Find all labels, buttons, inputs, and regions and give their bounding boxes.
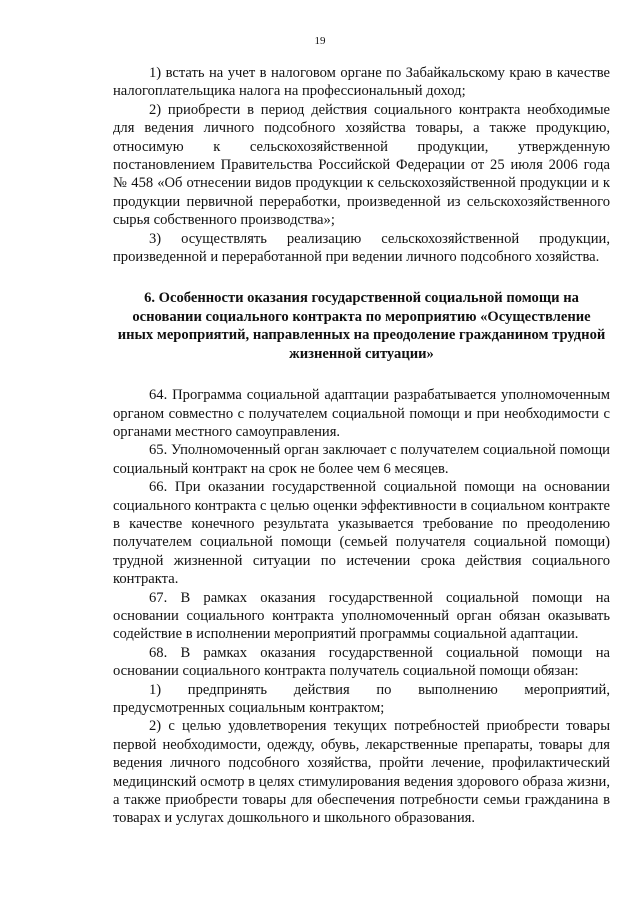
- paragraph-66: 66. При оказании государственной социальной помощи на основании социального контракта с целью оценки эффективности в социальном контракте в качестве конечного результата указывается требование по преодолению получателем социальной помощи (семьей получателя социальной помощи) трудной жизненной ситуации по истечении срока действия социального контракта.: [113, 479, 610, 588]
- paragraph-68: 68. В рамках оказания государственной социальной помощи на основании социального контракта получатель социальной помощи обязан:: [113, 644, 610, 680]
- paragraph-67: 67. В рамках оказания государственной социальной помощи на основании социального контракта уполномоченный орган обязан оказывать содействие в исполнении мероприятий программы социальной адаптации.: [113, 589, 610, 643]
- paragraph-68-item-2: 2) с целью удовлетворения текущих потребностей приобрести товары первой необходимости, одежду, обувь, лекарственные препараты, товары для ведения личного подсобного хозяйства, пройти лечение, профилактический медицинский осмотр в целях стимулирования ведения здорового образа жизни, а также приобрести товары для обеспечения потребности семьи гражданина в товарах и услугах дошкольного и школьного образования.: [113, 718, 610, 827]
- document-body: [113, 64, 610, 828]
- paragraph-68-item-1: 1) предпринять действия по выполнению мероприятий, предусмотренных социальным контрактом;: [113, 681, 610, 716]
- page-number: 19: [314, 35, 326, 47]
- paragraph-item-1: 1) встать на учет в налоговом органе по Забайкальскому краю в качестве налогоплательщика налога на профессиональный доход;: [113, 65, 610, 100]
- paragraph-item-2: 2) приобрести в период действия социального контракта необходимые для ведения личного подсобного хозяйства товары, а также продукцию, относимую к сельскохозяйственной продукции, утвержденную постановлением Правительства Российской Федерации от 25 июля 2006 года № 458 «Об отнесении видов продукции к сельскохозяйственной продукции и к продукции первичной переработки, произведенной из сельскохозяйственного сырья собственного производства»;: [113, 101, 610, 229]
- section-heading: 6. Особенности оказания государственной социальной помощи на основании социального контракта по мероприятию «Осуществление иных мероприятий, направленных на преодоление гражданином трудной жизненной ситуации»: [117, 290, 606, 362]
- paragraph-item-3: 3) осуществлять реализацию сельскохозяйственной продукции, произведенной и переработанной при ведении личного подсобного хозяйства.: [113, 230, 610, 266]
- paragraph-65: 65. Уполномоченный орган заключает с получателем социальной помощи социальный контракт на срок не более чем 6 месяцев.: [113, 442, 610, 477]
- paragraph-64: 64. Программа социальной адаптации разрабатывается уполномоченным органом совместно с получателем социальной помощи и при необходимости с органами местного самоуправления.: [113, 387, 610, 440]
